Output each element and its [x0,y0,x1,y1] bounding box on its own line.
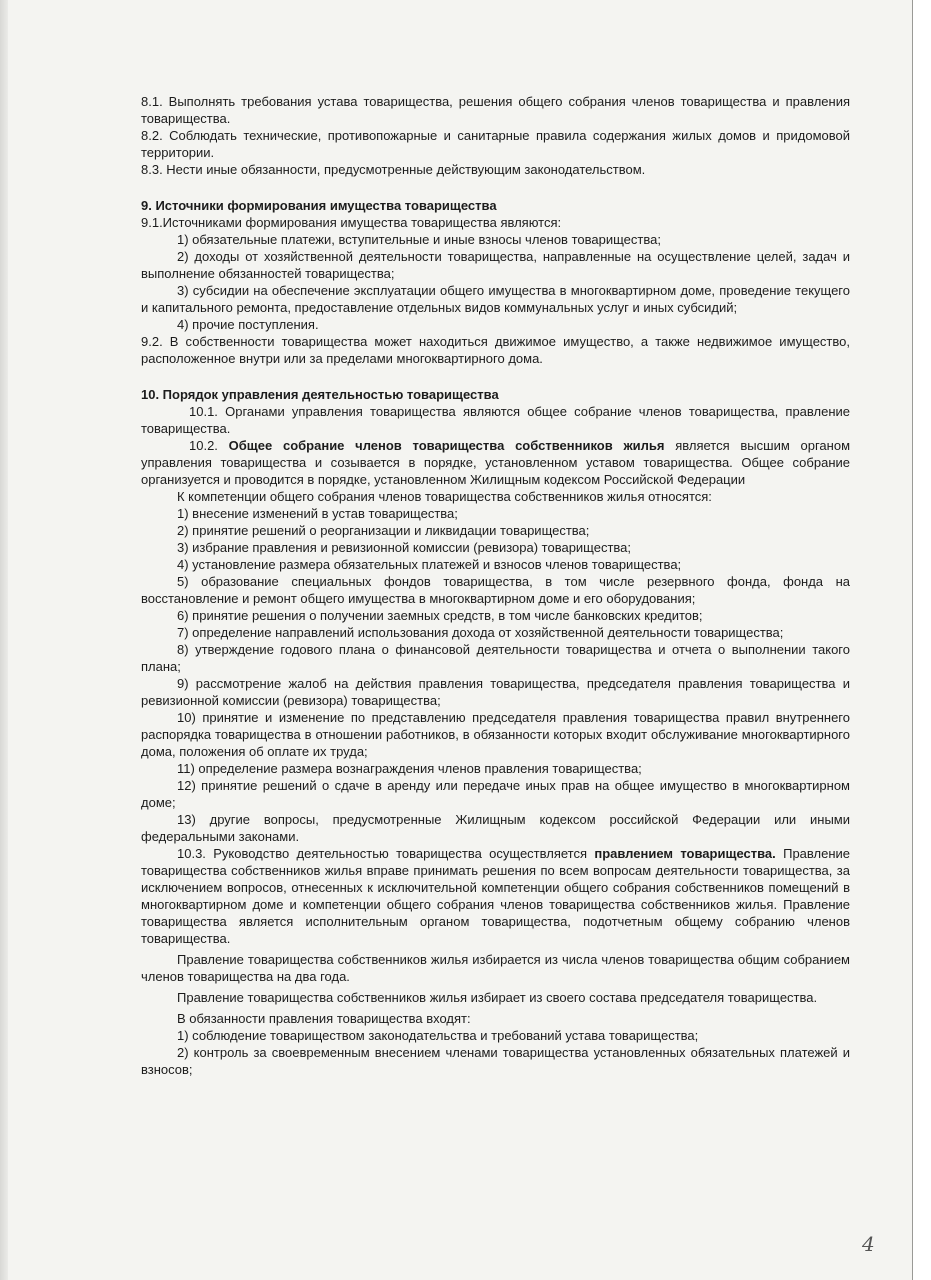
competence-item-13: 13) другие вопросы, предусмотренные Жилищным кодексом российской Федерации или иными федеральными законами. [141,812,850,844]
board-election: Правление товарищества собственников жилья избирается из числа членов товарищества общим собранием членов товарищества на два года. [141,952,850,984]
clause-9-2: 9.2. В собственности товарищества может находиться движимое имущество, а также недвижимое имущество, расположенное внутри или за пределами многоквартирного дома. [141,334,850,366]
clause-10-2 [141,437,850,488]
chairman-election: Правление товарищества собственников жилья избирает из своего состава председателя товарищества. [177,990,818,1005]
clause-10-2-text: является высшим органом управления товарищества и созывается в порядке, установленном уставом товарищества. Общее собрание организуется и проводится в порядке, установленном Жилищным кодексом Российской Федерации [141,438,851,487]
competence-item-4: 4) установление размера обязательных платежей и взносов членов товарищества; [177,557,682,572]
clause-9-1-item-4: 4) прочие поступления. [177,317,319,332]
competence-item-3: 3) избрание правления и ревизионной комиссии (ревизора) товарищества; [177,540,632,555]
document-body [141,93,850,1078]
clause-9-1-item-2: 2) доходы от хозяйственной деятельности товарищества, направленные на осуществление целей, задач и выполнение обязанностей товарищества; [141,249,850,281]
competence-item-12: 12) принятие решений о сдаче в аренду или передаче иных прав на общее имущество в многоквартирном доме; [141,778,850,810]
clause-10-3-text: Правление товарищества собственников жилья вправе принимать решения по всем вопросам деятельности товарищества, за исключением вопросов, отнесенных к исключительной компетенции общего собрания собственников помещений в многоквартирном доме и компетенции общего собрания членов товарищества собственников жилья. Правление товарищества является исполнительным органом товарищества, подотчетным общему собранию членов товарищества. [141,846,850,946]
competence-item-2: 2) принятие решений о реорганизации и ликвидации товарищества; [177,523,590,538]
duties-intro: В обязанности правления товарищества входят: [177,1011,471,1026]
competence-item-11: 11) определение размера вознаграждения членов правления товарищества; [177,761,642,776]
clause-10-3 [141,845,850,947]
scan-left-strip [0,0,8,1280]
competence-item-5: 5) образование специальных фондов товарищества, в том числе резервного фонда, фонда на восстановление и ремонт общего имущества в многоквартирном доме и его оборудования; [141,574,850,606]
competence-item-1: 1) внесение изменений в устав товарищества; [177,506,458,521]
competence-item-10: 10) принятие и изменение по представлению председателя правления товарищества правил внутреннего распорядка товарищества в отношении работников, в обязанности которых входит обслуживание многоквартирного дома, положения об оплате их труда; [141,710,850,759]
page-number: 4 [862,1232,875,1256]
clause-10-2-bold: Общее собрание членов товарищества собственников жилья [228,438,665,453]
duty-item-2: 2) контроль за своевременным внесением членами товарищества установленных обязательных платежей и взносов; [141,1045,850,1077]
section-9-heading: 9. Источники формирования имущества товарищества [141,198,497,213]
clause-10-3-text-start: 10.3. Руководство деятельностью товарищества осуществляется [177,846,595,861]
page-edge-line [912,0,913,1280]
competence-intro: К компетенции общего собрания членов товарищества собственников жилья относятся: [177,489,712,504]
clause-9-1-item-1: 1) обязательные платежи, вступительные и иные взносы членов товарищества; [177,232,661,247]
clause-8-1: 8.1. Выполнять требования устава товарищества, решения общего собрания членов товарищества и правления товарищества. [141,94,850,126]
competence-item-9: 9) рассмотрение жалоб на действия правления товарищества, председателя правления товарищества и ревизионной комиссии (ревизора) товарищества; [141,676,850,708]
clause-8-3: 8.3. Нести иные обязанности, предусмотренные действующим законодательством. [141,162,646,177]
competence-item-8: 8) утверждение годового плана о финансовой деятельности товарищества и отчета о выполнении такого плана; [141,642,850,674]
clause-9-1: 9.1.Источниками формирования имущества товарищества являются: [141,215,562,230]
clause-9-1-item-3: 3) субсидии на обеспечение эксплуатации общего имущества в многоквартирном доме, проведение текущего и капитального ремонта, предоставление отдельных видов коммунальных услуг и иных субсидий; [141,283,850,315]
clause-10-1: 10.1. Органами управления товарищества являются общее собрание членов товарищества, правление товарищества. [141,404,850,436]
clause-10-2-number: 10.2. [189,438,229,453]
scan-right-margin [912,0,931,1280]
competence-item-7: 7) определение направлений использования дохода от хозяйственной деятельности товарищества; [177,625,784,640]
section-10-heading: 10. Порядок управления деятельностью товарищества [141,387,499,402]
clause-8-2: 8.2. Соблюдать технические, противопожарные и санитарные правила содержания жилых домов и придомовой территории. [141,128,850,160]
duty-item-1: 1) соблюдение товариществом законодательства и требований устава товарищества; [177,1028,699,1043]
competence-item-6: 6) принятие решения о получении заемных средств, в том числе банковских кредитов; [177,608,703,623]
clause-10-3-bold: правлением товарищества. [594,846,776,861]
